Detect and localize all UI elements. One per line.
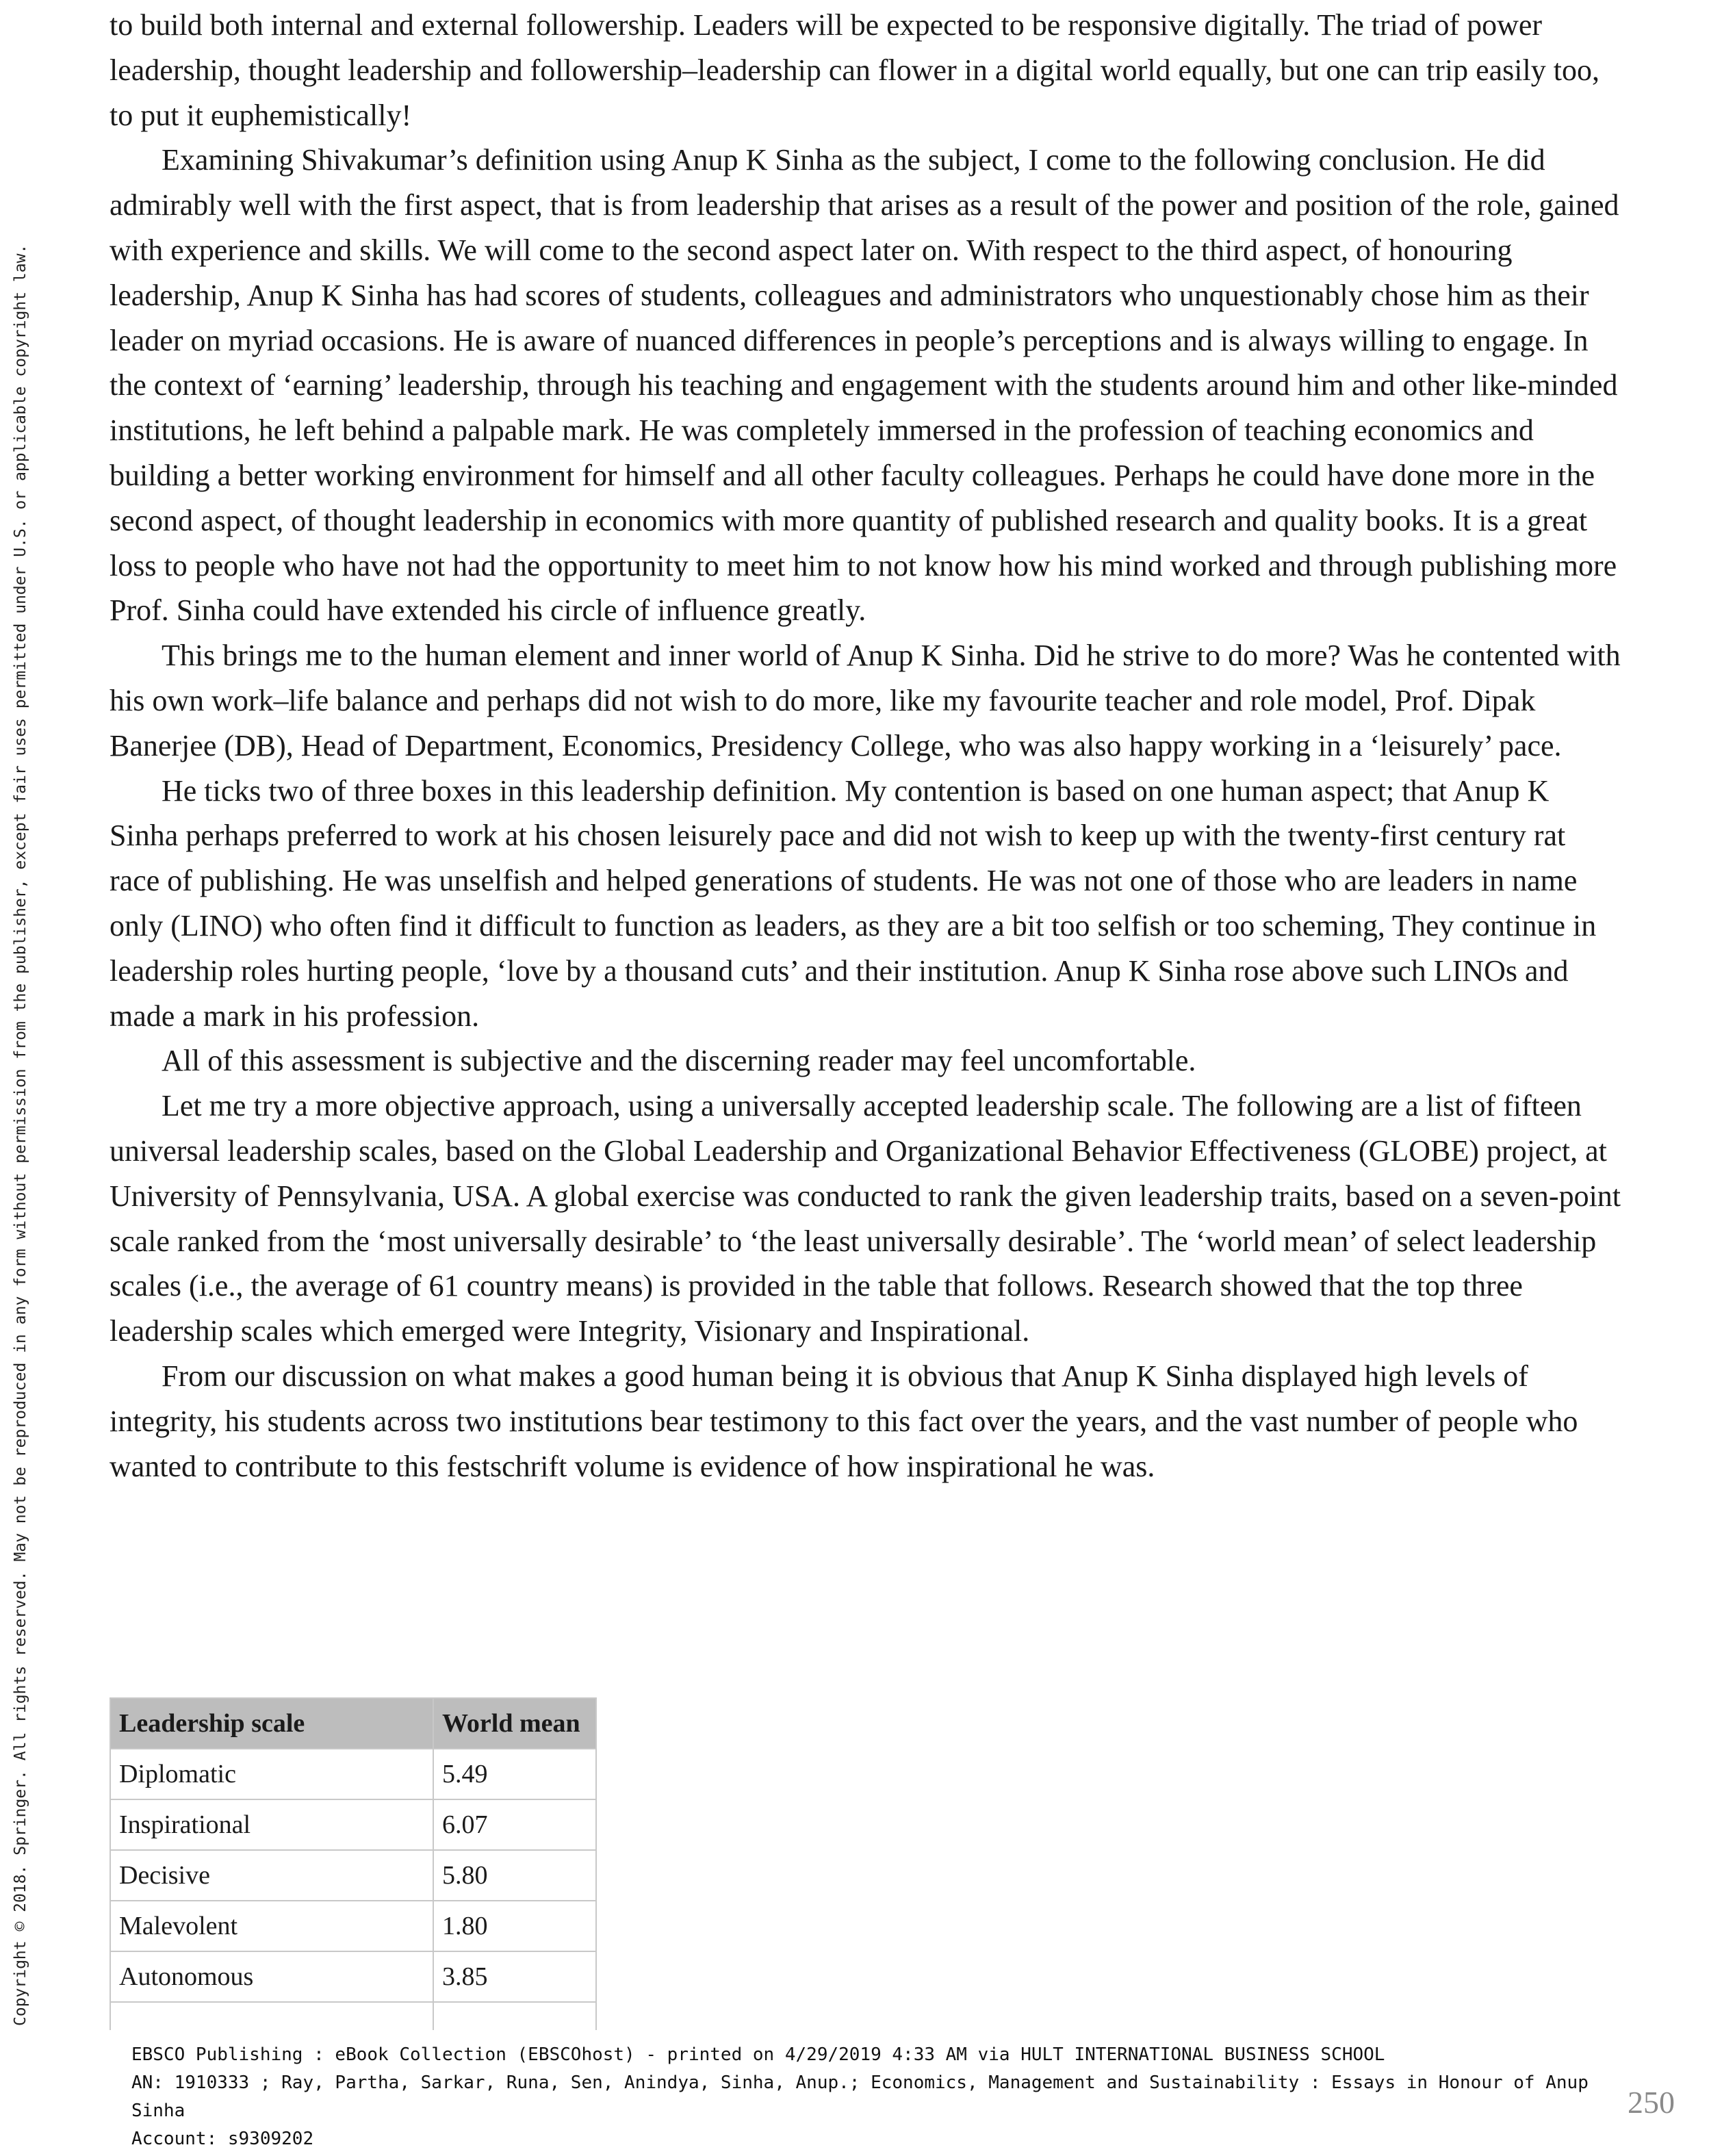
- table-row: [110, 1951, 596, 2002]
- paragraph-4: He ticks two of three boxes in this leadership definition. My contention is based on one human aspect; that Anup K Sinha perhaps preferred to work at his chosen leisurely pace and did not wish to keep up with the twenty-first century rat race of publishing. He was unselfish and helped generations of students. He was not one of those who are leaders in name only (LINO) who often find it difficult to function as leaders, as they are a bit too selfish or too scheming, They continue in leadership roles hurting people, ‘love by a thousand cuts’ and their institution. Anup K Sinha rose above such LINOs and made a mark in his profession.: [110, 773, 1597, 1033]
- scale-name: Inspirational: [110, 1799, 433, 1850]
- table-row: [110, 1799, 596, 1850]
- table-row: [110, 1850, 596, 1901]
- page-number: 250: [1628, 2085, 1675, 2120]
- header-world-mean: World mean: [433, 1698, 596, 1749]
- world-mean-value: 3.85: [433, 1951, 596, 2002]
- body-text: [110, 3, 1622, 1489]
- scale-name: Decisive: [110, 1850, 433, 1901]
- empty-cell: [433, 2002, 596, 2030]
- copyright-notice: Copyright © 2018. Springer. All rights reserved. May not be reproduced in any form without permission from the publisher, except fair uses permitted under U.S. or applicable copyright law.: [12, 244, 29, 2026]
- ebsco-line-3: Account: s9309202: [131, 2129, 314, 2149]
- table-row: [110, 1749, 596, 1799]
- leadership-scale-table: [110, 1697, 597, 2030]
- scale-name: Diplomatic: [110, 1749, 433, 1799]
- scale-name: Malevolent: [110, 1901, 433, 1951]
- scale-name: Autonomous: [110, 1951, 433, 2002]
- paragraph-6: Let me try a more objective approach, using a universally accepted leadership scale. The following are a list of fifteen universal leadership scales, based on the Global Leadership and Organizational Behavior Effectiveness (GLOBE) project, at University of Pennsylvania, USA. A global exercise was conducted to rank the given leadership traits, based on a seven-point scale ranked from the ‘most universally desirable’ to ‘the least universally desirable’. The ‘world mean’ of select leadership scales (i.e., the average of 61 country means) is provided in the table that follows. Research showed that the top three leadership scales which emerged were Integrity, Visionary and Inspirational.: [110, 1089, 1621, 1348]
- empty-cell: [110, 2002, 433, 2030]
- world-mean-value: 5.80: [433, 1850, 596, 1901]
- header-leadership-scale: Leadership scale: [110, 1698, 433, 1749]
- paragraph-3: This brings me to the human element and inner world of Anup K Sinha. Did he strive to do more? Was he contented with his own work–life balance and perhaps did not wish to do more, like my favourite teacher and role model, Prof. Dipak Banerjee (DB), Head of Department, Economics, Presidency College, who was also happy working in a ‘leisurely’ pace.: [110, 639, 1621, 762]
- table-row-continued: [110, 2002, 596, 2030]
- world-mean-value: 5.49: [433, 1749, 596, 1799]
- paragraph-5: All of this assessment is subjective and the discerning reader may feel uncomfortable.: [162, 1044, 1196, 1078]
- paragraph-2: Examining Shivakumar’s definition using Anup K Sinha as the subject, I come to the following conclusion. He did admirably well with the first aspect, that is from leadership that arises as a result of the power and position of the role, gained with experience and skills. We will come to the second aspect later on. With respect to the third aspect, of honouring leadership, Anup K Sinha has had scores of students, colleagues and administrators who unquestionably chose him as their leader on myriad occasions. He is aware of nuanced differences in people’s perceptions and is always willing to engage. In the context of ‘earning’ leadership, through his teaching and engagement with the students around him and other like-minded institutions, he left behind a palpable mark. He was completely immersed in the profession of teaching economics and building a better working environment for himself and all other faculty colleagues. Perhaps he could have done more in the second aspect, of thought leadership in economics with more quantity of published research and quality books. It is a great loss to people who have not had the opportunity to meet him to not know how his mind worked and through publishing more Prof. Sinha could have extended his circle of influence greatly.: [110, 143, 1619, 628]
- world-mean-value: 1.80: [433, 1901, 596, 1951]
- paragraph-1: to build both internal and external followership. Leaders will be expected to be responsive digitally. The triad of power leadership, thought leadership and followership–leadership can flower in a digital world equally, but one can trip easily too, to put it euphemistically!: [110, 8, 1599, 132]
- table-row: [110, 1901, 596, 1951]
- paragraph-7: From our discussion on what makes a good human being it is obvious that Anup K Sinha displayed high levels of integrity, his students across two institutions bear testimony to this fact over the years, and the vast number of people who wanted to contribute to this festschrift volume is evidence of how inspirational he was.: [110, 1359, 1578, 1483]
- world-mean-value: 6.07: [433, 1799, 596, 1850]
- table-header-row: [110, 1698, 596, 1749]
- ebsco-line-2: AN: 1910333 ; Ray, Partha, Sarkar, Runa, Sen, Anindya, Sinha, Anup.; Economics, Management and Sustainability : Essays in Honour of Anup Sinha: [131, 2072, 1599, 2121]
- ebsco-line-1: EBSCO Publishing : eBook Collection (EBSCOhost) - printed on 4/29/2019 4:33 AM via HULT INTERNATIONAL BUSINESS SCHOOL: [131, 2044, 1385, 2065]
- ebsco-footer: [131, 2041, 1617, 2153]
